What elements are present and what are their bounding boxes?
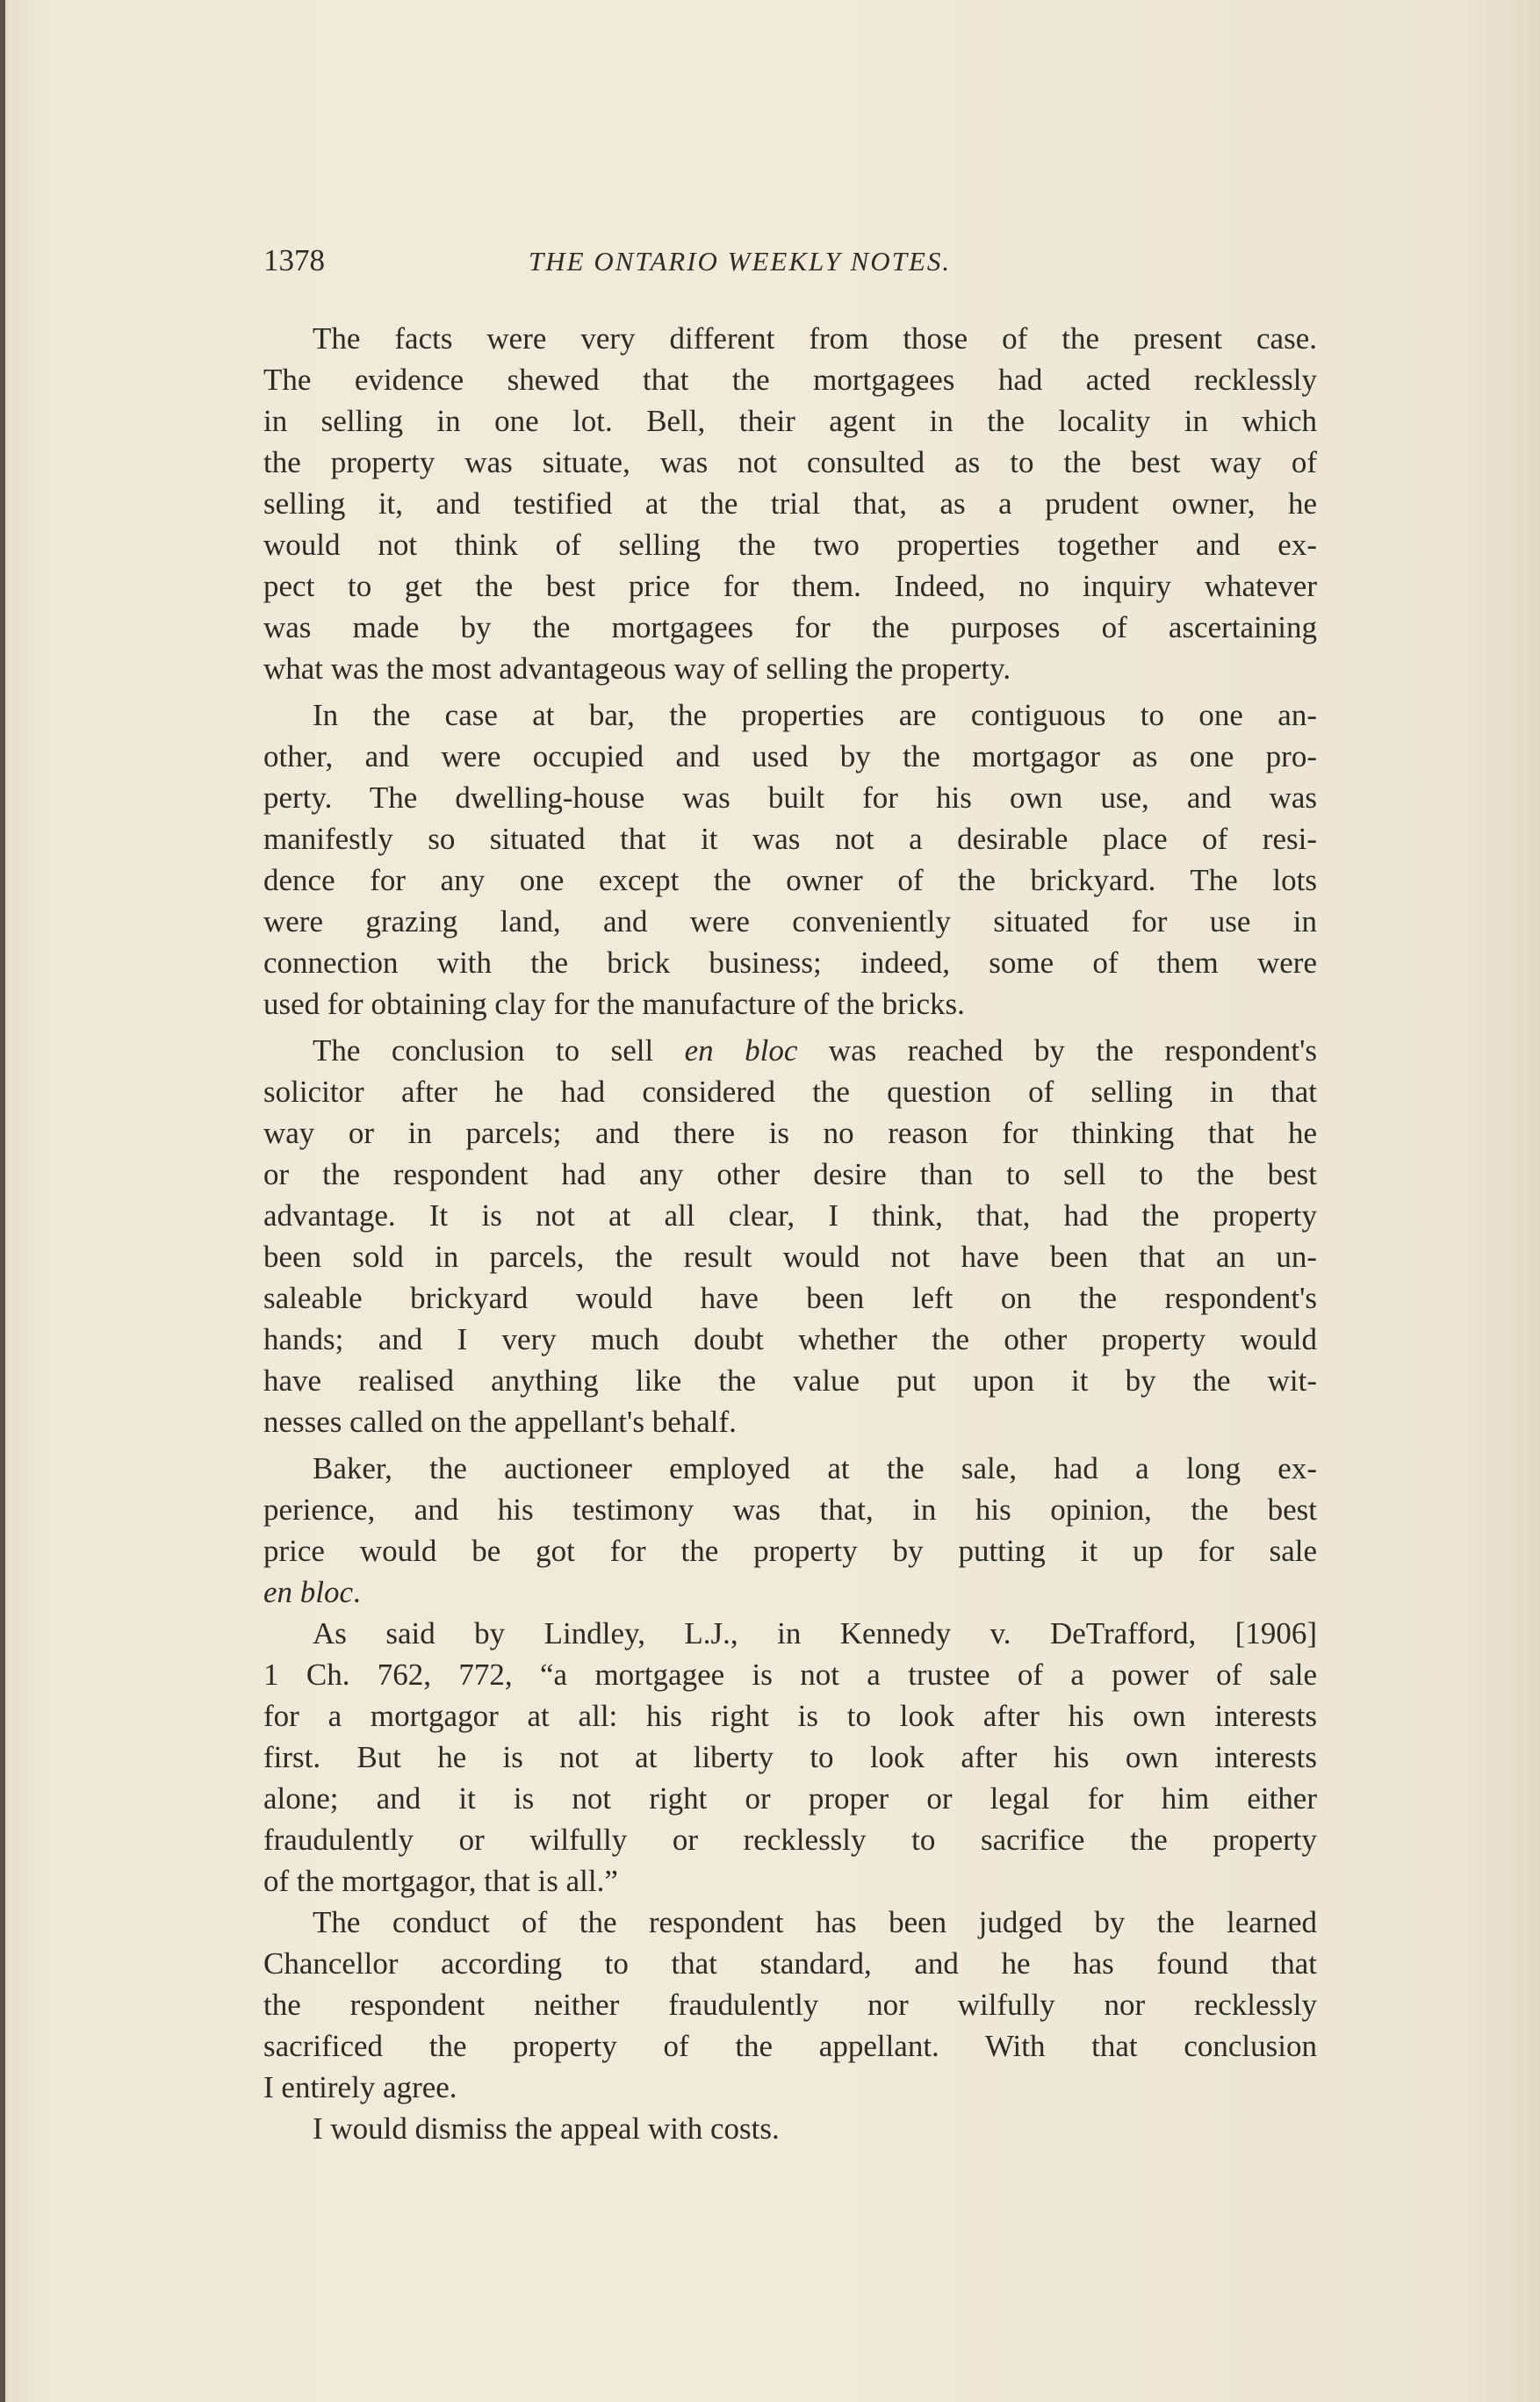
- text-line: what was the most advantageous way of selling the property.: [263, 651, 1011, 686]
- page-number: 1378: [263, 243, 325, 277]
- text-line: used for obtaining clay for the manufacture of the bricks.: [263, 987, 965, 1021]
- text-line: Baker, the auctioneer employed at the sale, had a long ex-: [313, 1451, 1317, 1485]
- text-line: of the mortgagor, that is all.”: [263, 1864, 618, 1898]
- text-line: Chancellor according to that standard, and he has found that: [263, 1946, 1317, 1981]
- running-title: THE ONTARIO WEEKLY NOTES.: [529, 246, 952, 277]
- text-line: advantage. It is not at all clear, I think, that, had the property: [263, 1198, 1317, 1233]
- text-line: the respondent neither fraudulently nor wilfully nor recklessly: [263, 1988, 1317, 2022]
- text-line: As said by Lindley, L.J., in Kennedy v. DeTrafford, [1906]: [313, 1616, 1317, 1650]
- text-line: In the case at bar, the properties are contiguous to one an-: [313, 698, 1317, 732]
- text-line: would not think of selling the two properties together and ex-: [263, 528, 1317, 562]
- text-line: The evidence shewed that the mortgagees had acted recklessly: [263, 363, 1317, 397]
- text-line: price would be got for the property by putting it up for sale: [263, 1534, 1317, 1568]
- text-line: in selling in one lot. Bell, their agent in the locality in which: [263, 404, 1317, 438]
- text-line: I entirely agree.: [263, 2070, 457, 2104]
- text-line: nesses called on the appellant's behalf.: [263, 1405, 737, 1439]
- text-line: 1 Ch. 762, 772, “a mortgagee is not a trustee of a power of sale: [263, 1658, 1317, 1692]
- text-line: solicitor after he had considered the question of selling in that: [263, 1075, 1317, 1109]
- text-line: hands; and I very much doubt whether the other property would: [263, 1322, 1317, 1356]
- page-header: [263, 243, 1317, 287]
- text-line: alone; and it is not right or proper or legal for him either: [263, 1781, 1317, 1816]
- text-line: saleable brickyard would have been left on the respondent's: [263, 1281, 1317, 1315]
- text-line: have realised anything like the value put upon it by the wit-: [263, 1363, 1317, 1398]
- text-line: were grazing land, and were conveniently situated for use in: [263, 904, 1317, 939]
- paragraph: [263, 1448, 1317, 1613]
- text-line: The facts were very different from those of the present case.: [313, 321, 1317, 356]
- text-line: en bloc.: [263, 1575, 361, 1609]
- text-line: The conduct of the respondent has been judged by the learned: [313, 1905, 1317, 1939]
- text-line: manifestly so situated that it was not a desirable place of resi-: [263, 822, 1317, 856]
- text-line: or the respondent had any other desire than to sell to the best: [263, 1157, 1317, 1191]
- text-line: for a mortgagor at all: his right is to look after his own interests: [263, 1699, 1317, 1733]
- paragraph: [263, 1030, 1317, 1442]
- paragraph: [263, 318, 1317, 689]
- text-line: dence for any one except the owner of the brickyard. The lots: [263, 863, 1317, 897]
- text-line: perience, and his testimony was that, in his opinion, the best: [263, 1492, 1317, 1527]
- paragraph: [263, 1902, 1317, 2108]
- text-line: fraudulently or wilfully or recklessly to sacrifice the property: [263, 1823, 1317, 1857]
- text-line: selling it, and testified at the trial that, as a prudent owner, he: [263, 486, 1317, 521]
- body-text: [263, 318, 1317, 2154]
- paragraph: [263, 1613, 1317, 1902]
- text-line: the property was situate, was not consulted as to the best way of: [263, 445, 1317, 479]
- text-line: way or in parcels; and there is no reason for thinking that he: [263, 1116, 1317, 1150]
- text-line: been sold in parcels, the result would not have been that an un-: [263, 1240, 1317, 1274]
- text-line: I would dismiss the appeal with costs.: [313, 2111, 780, 2146]
- text-line: was made by the mortgagees for the purposes of ascertaining: [263, 610, 1317, 644]
- text-line: pect to get the best price for them. Indeed, no inquiry whatever: [263, 569, 1317, 603]
- paragraph: [263, 2108, 1317, 2149]
- text-line: other, and were occupied and used by the mortgagor as one pro-: [263, 739, 1317, 773]
- text-line: first. But he is not at liberty to look after his own interests: [263, 1740, 1317, 1774]
- paragraph: [263, 694, 1317, 1025]
- text-line: perty. The dwelling-house was built for his own use, and was: [263, 780, 1317, 815]
- book-spine-edge: [0, 0, 5, 2402]
- text-line: sacrificed the property of the appellant. With that conclusion: [263, 2029, 1317, 2063]
- text-line: The conclusion to sell en bloc was reached by the respondent's: [313, 1033, 1318, 1068]
- text-line: connection with the brick business; indeed, some of them were: [263, 946, 1317, 980]
